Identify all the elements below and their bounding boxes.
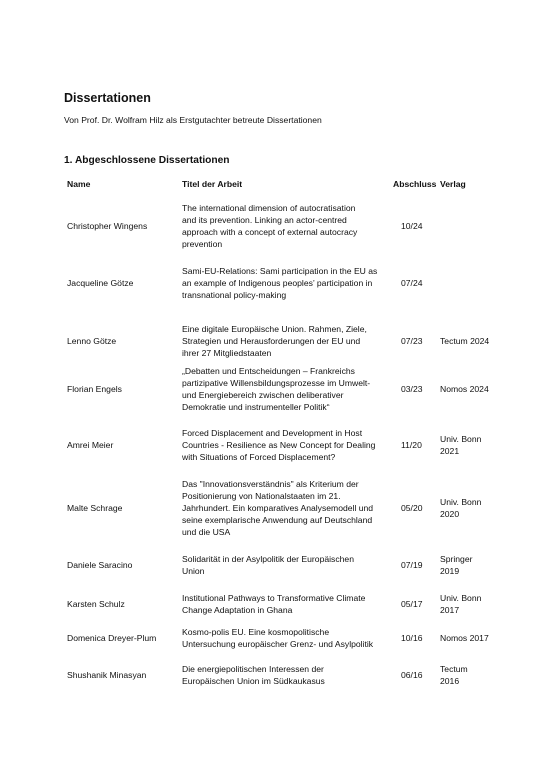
cell-verlag (440, 383, 512, 395)
cell-title-line: transnational policy-making (182, 290, 287, 301)
cell-verlag-line: 2017 (440, 604, 460, 615)
cell-title (182, 365, 390, 413)
cell-abschluss: 10/16 (401, 632, 423, 643)
cell-title-line: Forced Displacement and Development in Host (182, 427, 363, 438)
cell-verlag-line: Nomos 2017 (440, 632, 489, 643)
header-abschluss: Abschluss (393, 179, 437, 189)
cell-title-line: Das "Innovationsverständnis" als Kriterium der (182, 478, 359, 489)
cell-name: Jacqueline Götze (67, 277, 134, 288)
cell-abschluss: 03/23 (401, 383, 423, 394)
header-verlag: Verlag (440, 179, 466, 189)
cell-title-line: Jahrhundert. Ein komparatives Analysemodell und (182, 502, 374, 513)
cell-title-line: ihrer 27 Mitgliedstaaten (182, 348, 272, 359)
cell-name: Amrei Meier (67, 439, 114, 450)
cell-title (182, 265, 390, 301)
cell-title-line: und Energiebereich zwischen deliberativer (182, 389, 344, 400)
cell-title-line: Positionierung von Nationalstaaten im 21. (182, 490, 341, 501)
cell-name: Shushanik Minasyan (67, 669, 147, 680)
cell-verlag (440, 663, 512, 687)
cell-title-line: Die energiepolitischen Interessen der (182, 663, 324, 674)
cell-title-line: „Debatten und Entscheidungen – Frankreichs (182, 365, 355, 376)
cell-title-line: Demokratie und instrumenteller Politik“ (182, 402, 330, 413)
page-subtitle: Von Prof. Dr. Wolfram Hilz als Erstgutachter betreute Dissertationen (64, 115, 322, 125)
cell-verlag-line: Univ. Bonn (440, 592, 482, 603)
cell-title-line: an example of Indigenous peoples’ participation in (182, 277, 373, 288)
cell-verlag-line: Tectum (440, 663, 468, 674)
cell-title-line: Kosmo-polis EU. Eine kosmopolitische (182, 626, 330, 637)
cell-title-line: Change Adaptation in Ghana (182, 604, 293, 615)
cell-title-line: Untersuchung europäischer Grenz- und Asylpolitik (182, 638, 374, 649)
cell-title-line: und die USA (182, 527, 231, 538)
cell-title-line: approach with a concept of external autocracy (182, 226, 358, 237)
cell-name: Malte Schrage (67, 502, 123, 513)
cell-title (182, 323, 390, 359)
cell-title-line: partizipative Willensbildungsprozesse im Umwelt- (182, 377, 371, 388)
cell-abschluss: 07/23 (401, 335, 423, 346)
cell-title (182, 663, 390, 687)
cell-verlag-line: 2021 (440, 445, 460, 456)
section-title: 1. Abgeschlossene Dissertationen (64, 155, 230, 166)
cell-name: Karsten Schulz (67, 598, 125, 609)
cell-abschluss: 06/16 (401, 669, 423, 680)
cell-title (182, 427, 390, 463)
header-name: Name (67, 179, 91, 189)
cell-verlag (440, 335, 512, 347)
cell-abschluss: 11/20 (401, 439, 422, 450)
cell-title (182, 478, 390, 538)
cell-verlag-line: 2019 (440, 565, 460, 576)
cell-title-line: prevention (182, 239, 223, 250)
cell-name: Florian Engels (67, 383, 122, 394)
cell-verlag-line: Tectum 2024 (440, 335, 490, 346)
cell-verlag-line: Univ. Bonn (440, 433, 482, 444)
cell-title-line: and its prevention. Linking an actor-centred (182, 214, 347, 225)
cell-title (182, 592, 390, 616)
cell-name: Daniele Saracino (67, 559, 133, 570)
cell-verlag (440, 433, 512, 457)
cell-title-line: Eine digitale Europäische Union. Rahmen, Ziele, (182, 323, 367, 334)
cell-name: Lenno Götze (67, 335, 117, 346)
cell-title-line: Sami-EU-Relations: Sami participation in the EU as (182, 265, 378, 276)
cell-title-line: Europäischen Union im Südkaukasus (182, 675, 325, 686)
cell-abschluss: 05/20 (401, 502, 423, 513)
cell-verlag-line: Nomos 2024 (440, 383, 489, 394)
cell-verlag-line: Springer (440, 553, 473, 564)
cell-title-line: The international dimension of autocratisation (182, 202, 356, 213)
cell-verlag (440, 496, 512, 520)
cell-title-line: Countries - Resilience as New Concept for Dealing (182, 439, 376, 450)
cell-abschluss: 07/24 (401, 277, 423, 288)
cell-title-line: Strategien und Herausforderungen der EU und (182, 335, 361, 346)
page-title: Dissertationen (64, 91, 151, 105)
cell-title-line: Solidarität in der Asylpolitik der Europäischen (182, 553, 354, 564)
cell-verlag (440, 553, 512, 577)
cell-title (182, 626, 390, 650)
cell-title-line: with Situations of Forced Displacement? (182, 452, 336, 463)
cell-verlag-line: 2020 (440, 508, 460, 519)
header-title: Titel der Arbeit (182, 179, 243, 189)
cell-abschluss: 05/17 (401, 598, 423, 609)
cell-verlag-line: 2016 (440, 675, 460, 686)
cell-verlag (440, 592, 512, 616)
cell-title (182, 202, 390, 250)
cell-verlag (440, 632, 512, 644)
cell-abschluss: 07/19 (401, 559, 423, 570)
cell-verlag-line: Univ. Bonn (440, 496, 482, 507)
cell-name: Christopher Wingens (67, 220, 148, 231)
cell-title-line: Institutional Pathways to Transformative Climate (182, 592, 366, 603)
cell-abschluss: 10/24 (401, 220, 423, 231)
cell-title-line: seine exemplarische Anwendung auf Deutschland (182, 515, 373, 526)
cell-title-line: Union (182, 565, 205, 576)
cell-title (182, 553, 390, 577)
cell-name: Domenica Dreyer-Plum (67, 632, 157, 643)
